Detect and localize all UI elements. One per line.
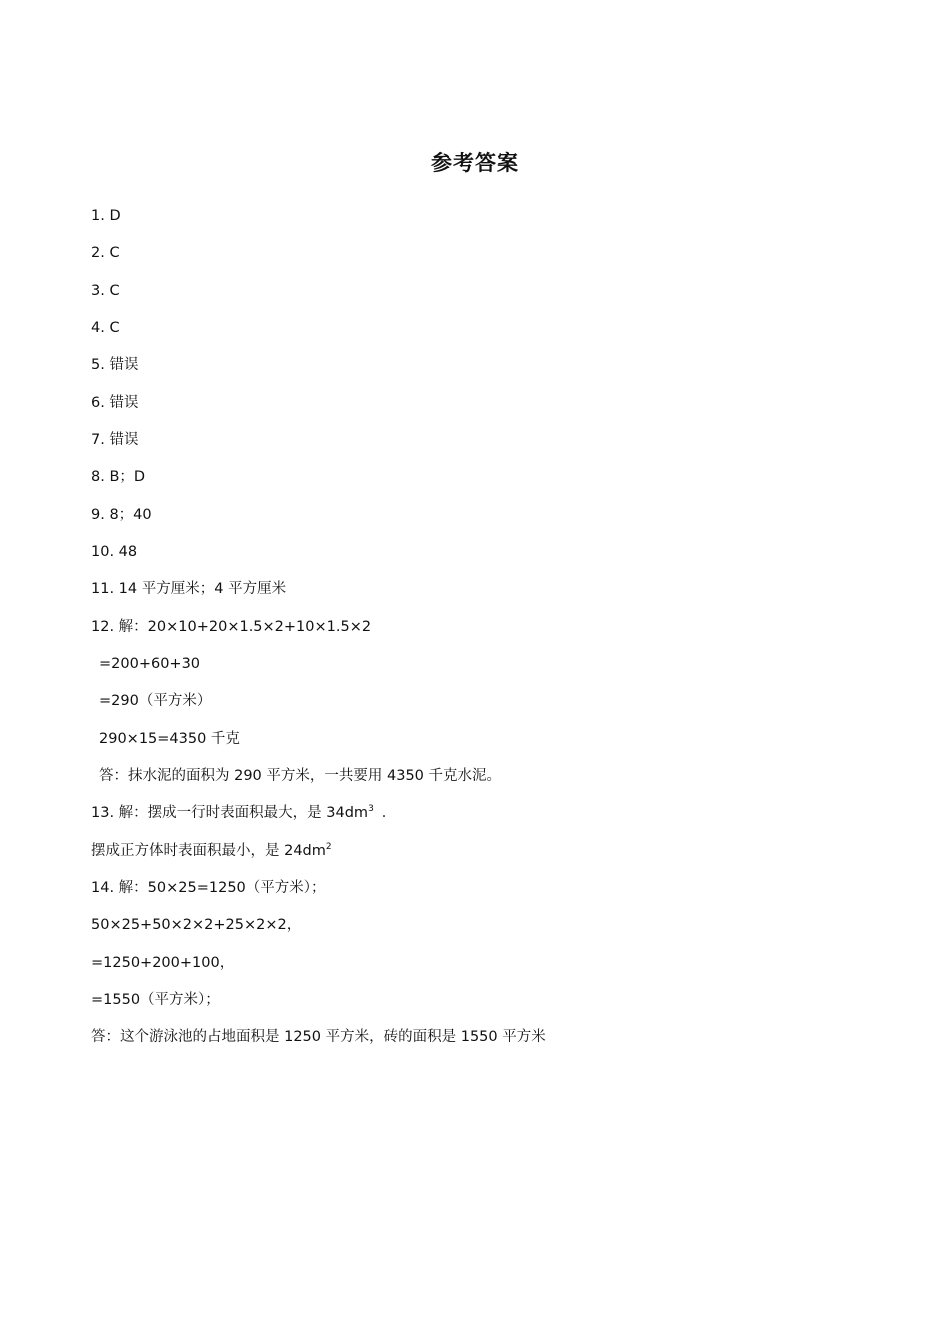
answer-13-line-1-tail: ． xyxy=(381,805,397,821)
answer-11: 11. 14 平方厘米；4 平方厘米 xyxy=(91,581,287,597)
answer-7: 7. 错误 xyxy=(91,432,139,448)
answer-1: 1. D xyxy=(91,208,121,224)
answer-12-step-2: =290（平方米） xyxy=(99,693,212,709)
answer-13-line-1 xyxy=(91,803,396,823)
superscript-cubed: 3 xyxy=(368,804,374,815)
answer-12-header: 12. 解：20×10+20×1.5×2+10×1.5×2 xyxy=(91,619,372,635)
answer-14-step-1: 50×25+50×2×2+25×2×2， xyxy=(91,917,302,933)
answer-14-conclusion: 答：这个游泳池的占地面积是 1250 平方米，砖的面积是 1550 平方米 xyxy=(91,1029,546,1045)
answer-8: 8. B；D xyxy=(91,469,146,485)
answer-12-step-1: =200+60+30 xyxy=(99,656,201,672)
answer-13-line-2-text: 摆成正方体时表面积最小，是 24dm xyxy=(91,843,326,859)
answer-13-line-1-text: 13. 解：摆成一行时表面积最大，是 34dm xyxy=(91,805,369,821)
answer-14-header: 14. 解：50×25=1250（平方米）； xyxy=(91,880,326,896)
superscript-squared: 2 xyxy=(325,842,332,853)
answer-5: 5. 错误 xyxy=(91,357,139,373)
page-title: 参考答案 xyxy=(431,151,519,175)
answer-9: 9. 8；40 xyxy=(91,507,152,523)
answer-14-step-3: =1550（平方米）； xyxy=(91,992,220,1008)
answer-12-conclusion: 答：抹水泥的面积为 290 平方米，一共要用 4350 千克水泥。 xyxy=(99,768,502,784)
answer-14-step-2: =1250+200+100， xyxy=(91,955,235,971)
answer-13-line-2 xyxy=(91,841,332,861)
answer-2: 2. C xyxy=(91,245,120,261)
answer-12-step-3: 290×15=4350 千克 xyxy=(99,731,240,747)
answer-10: 10. 48 xyxy=(91,544,138,560)
answer-4: 4. C xyxy=(91,320,120,336)
answer-6: 6. 错误 xyxy=(91,395,139,411)
answer-3: 3. C xyxy=(91,283,120,299)
